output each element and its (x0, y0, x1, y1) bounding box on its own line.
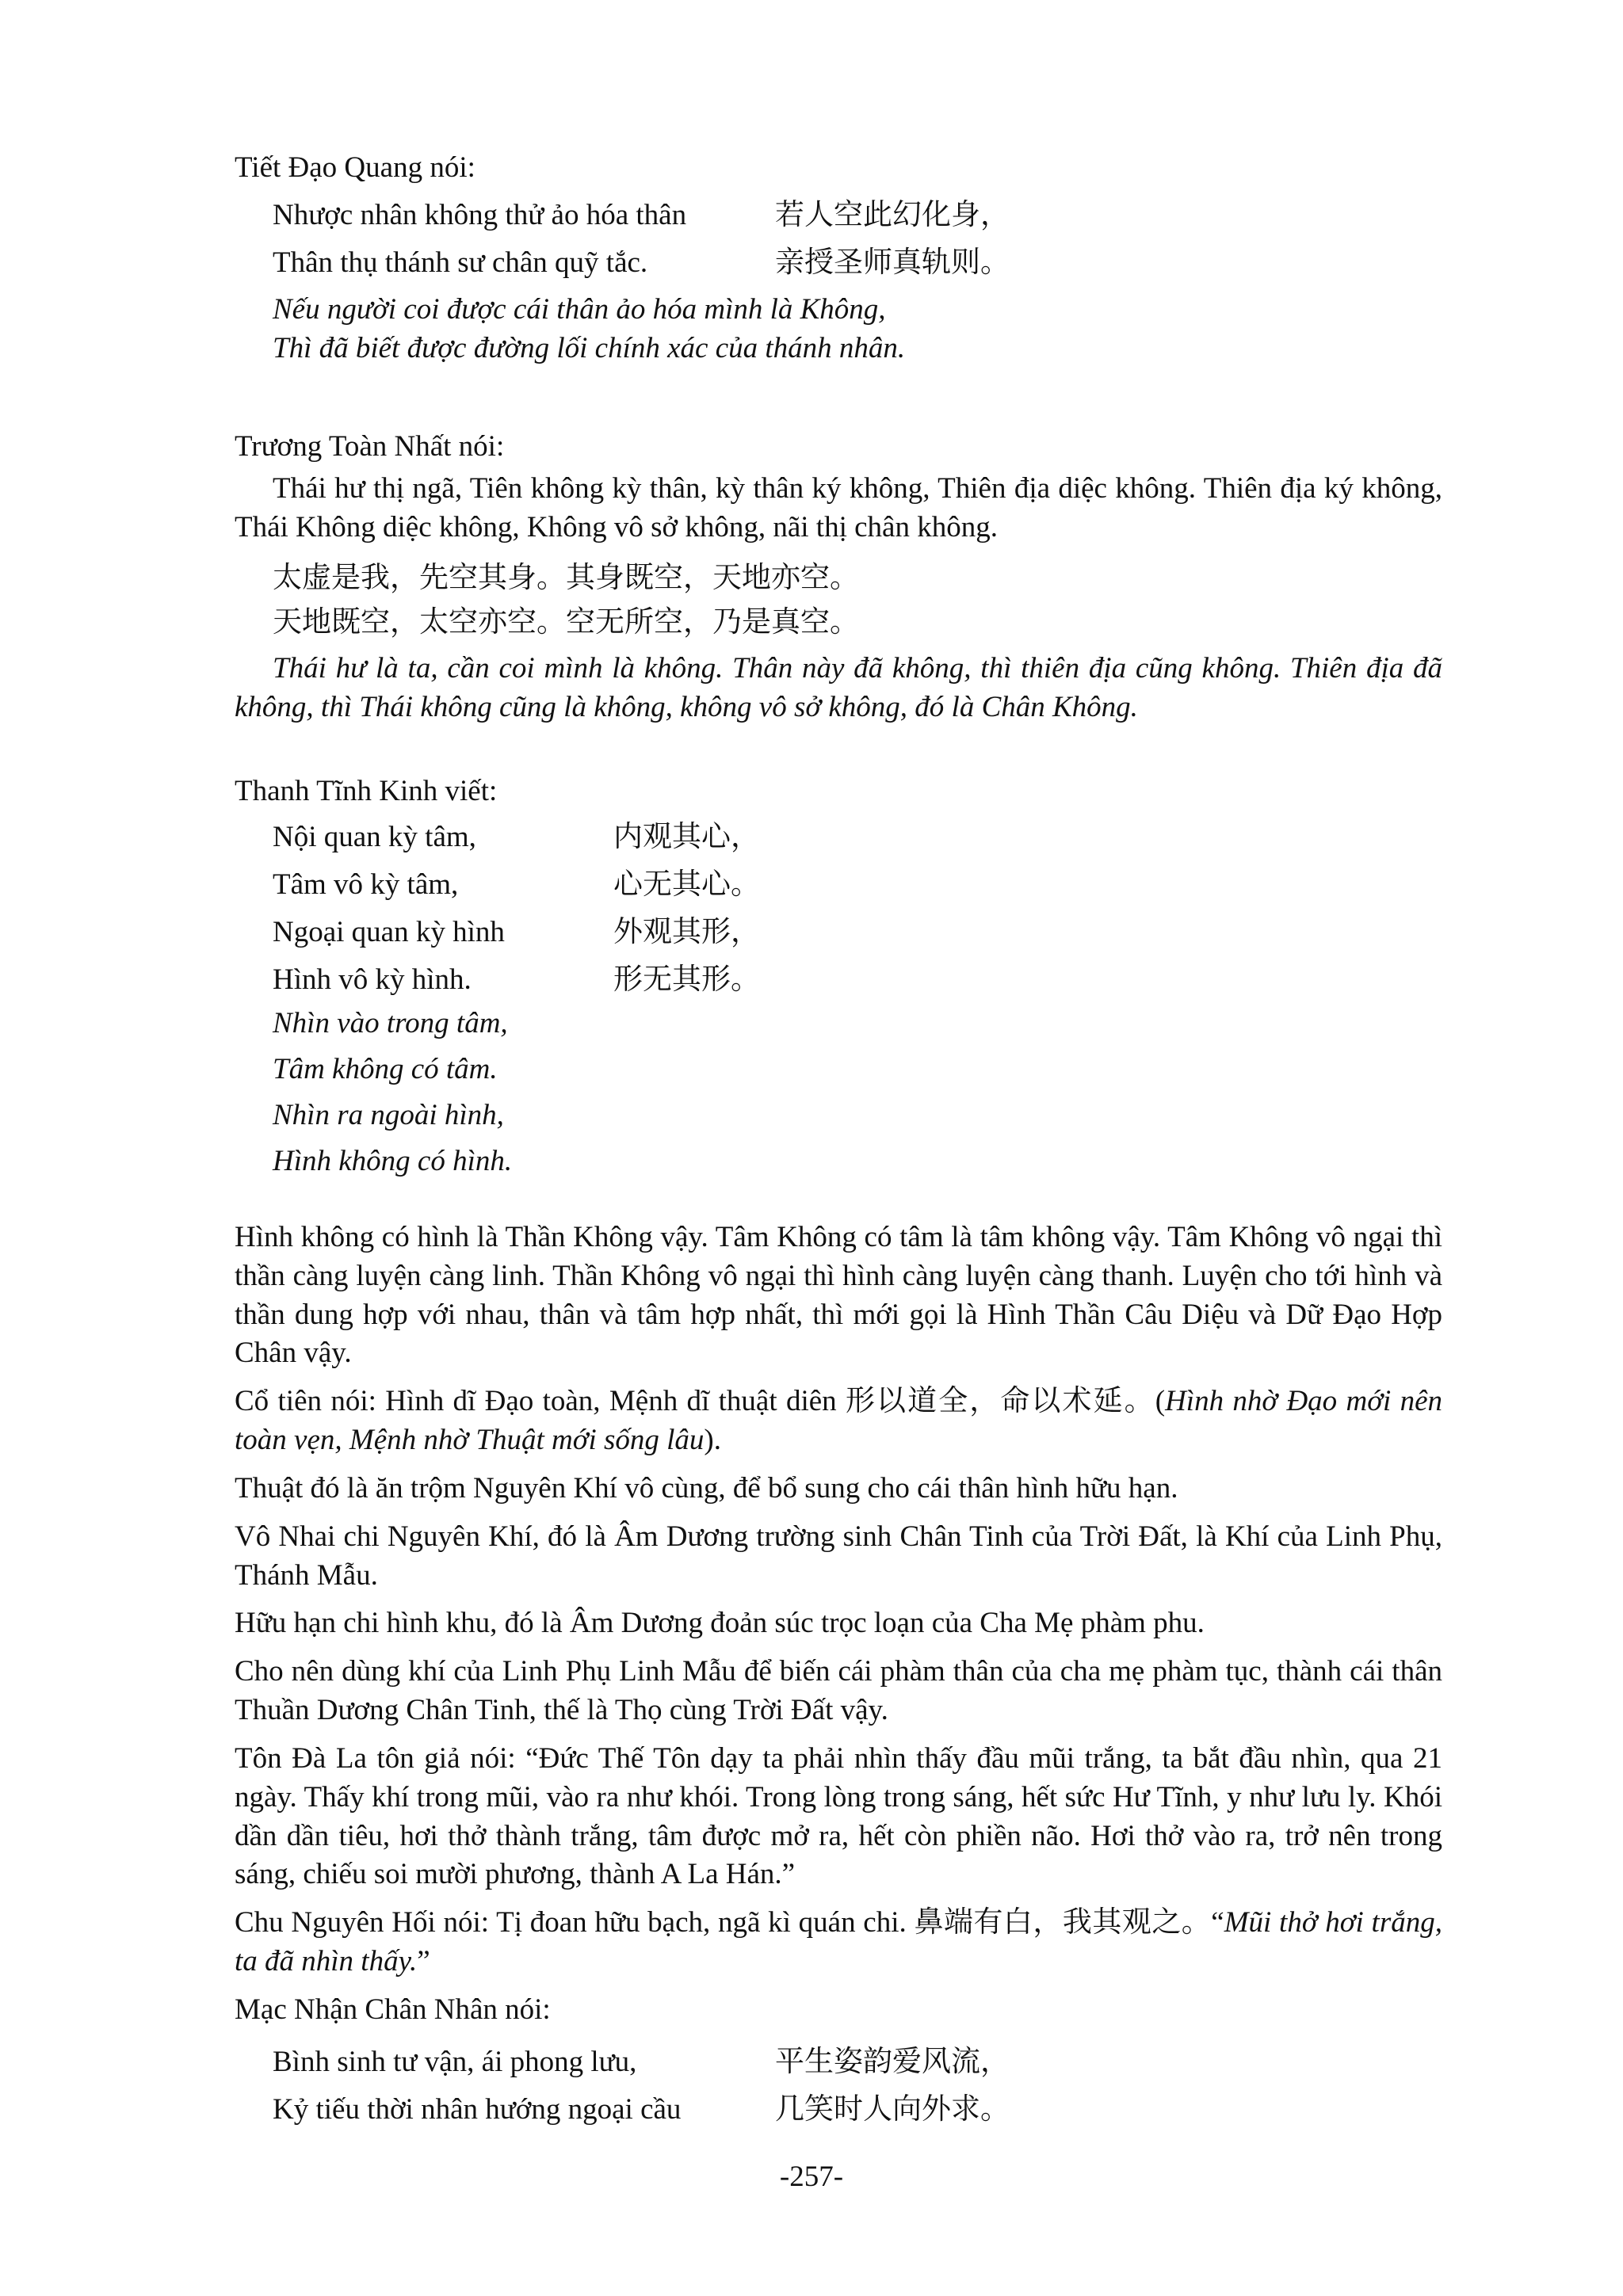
paragraph (235, 1383, 1442, 1460)
verse-han: 平生姿韵爱风流， (775, 2046, 1010, 2079)
section-thanh (235, 772, 1442, 1188)
paragraph: Vô Nhai chi Nguyên Khí, đó là Âm Dương trường sinh Chân Tinh của Trời Đất, là Khí của Linh Phụ, Thánh Mẫu. (235, 1520, 1442, 1592)
verse-viet: Tâm vô kỳ tâm, (273, 868, 459, 902)
verse-line (235, 2039, 1442, 2087)
paragraph: Tôn Đà La tôn giả nói: “Đức Thế Tôn dạy ta phải nhìn thấy đầu mũi trắng, ta bắt đầu nhìn, qua 21 ngày. Thấy khí trong mũi, vào ra như khói. Trong lòng trong sáng, hết sức Hư Tĩnh, y như lưu ly. Khói dần dần tiêu, hơi thở thành trắng, tâm được mở ra, hết còn phiền não. Hơi thở vào ra, trở nên trong sáng, chiếu soi mười phương, thành A La Hán.” (235, 1741, 1442, 1891)
verse-line (235, 193, 1442, 240)
paragraph: Hữu hạn chi hình khu, đó là Âm Dương đoản súc trọc loạn của Cha Mẹ phàm phu. (235, 1607, 1205, 1640)
verse-viet: Bình sinh tư vận, ái phong lưu, (273, 2046, 637, 2079)
verse-han: 内观其心， (613, 821, 760, 854)
body-text (235, 1219, 1442, 2134)
verse-viet: Nhược nhân không thử ảo hóa thân (273, 199, 687, 232)
verse-line (235, 240, 1442, 288)
han-line: 天地既空，太空亦空。空无所空，乃是真空。 (273, 606, 859, 639)
section-tiet (235, 149, 1442, 368)
translation-line: Thì đã biết được đường lối chính xác của thánh nhân. (273, 331, 906, 364)
paragraph: Thuật đó là ăn trộm Nguyên Khí vô cùng, để bổ sung cho cái thân hình hữu hạn. (235, 1471, 1178, 1505)
paragraph: Cho nên dùng khí của Linh Phụ Linh Mẫu để biến cái phàm thân của cha mẹ phàm tục, thành cái thân Thuần Dương Chân Tinh, thế là Thọ cùng Trời Đất vậy. (235, 1655, 1442, 1727)
verse-han: 心无其心。 (613, 868, 760, 902)
verse-han: 外观其形， (613, 916, 760, 949)
translation-line: Tâm không có tâm. (273, 1052, 498, 1085)
translation-line: Nhìn vào trong tâm, (273, 1006, 508, 1039)
paragraph-end: ” (417, 1945, 430, 1978)
verse-line (235, 814, 1442, 862)
verse-viet: Nội quan kỳ tâm, (273, 821, 476, 854)
verse-viet: Hình vô kỳ hình. (273, 963, 472, 997)
speaker-tiet: Tiết Đạo Quang nói: (235, 151, 475, 184)
paragraph-end: ). (704, 1424, 721, 1457)
translation-line: Nếu người coi được cái thân ảo hóa mình là Không, (273, 292, 886, 326)
paragraph-italic: Hình nhờ Đạo mới nên toàn vẹn, Mệnh nhờ Thuật mới sống lâu (235, 1385, 1443, 1457)
verse-han: 若人空此幻化身， (775, 199, 1010, 232)
verse-viet: Ngoại quan kỳ hình (273, 916, 505, 949)
verse-han: 几笑时人向外求。 (775, 2093, 1010, 2126)
page-number: -257- (779, 2161, 844, 2193)
verse-line (235, 957, 1442, 1005)
speaker-truong: Trương Toàn Nhất nói: (235, 430, 505, 463)
paragraph (235, 1904, 1442, 1981)
han-line: 太虚是我，先空其身。其身既空，天地亦空。 (273, 562, 859, 595)
verse-han: 亲授圣师真轨则。 (775, 246, 1010, 280)
translation-line: Nhìn ra ngoài hình, (273, 1098, 504, 1131)
paragraph-italic: Mũi thở hơi trắng, ta đã nhìn thấy. (235, 1906, 1442, 1978)
section-truong (235, 428, 1442, 737)
translation-line: Hình không có hình. (273, 1144, 513, 1177)
paragraph-text: Chu Nguyên Hối nói: Tị đoan hữu bạch, ngã kì quán chi. 鼻端有白，我其观之。“ (235, 1906, 1224, 1939)
verse-viet: Thân thụ thánh sư chân quỹ tắc. (273, 246, 648, 280)
paragraph-text: Cổ tiên nói: Hình dĩ Đạo toàn, Mệnh dĩ thuật diên 形以道全，命以术延。( (235, 1385, 1166, 1418)
speaker-mac: Mạc Nhận Chân Nhân nói: (235, 1993, 551, 2026)
verse-line (235, 910, 1442, 957)
verse-line (235, 2087, 1442, 2134)
verse-han: 形无其形。 (613, 963, 760, 997)
paragraph: Hình không có hình là Thần Không vậy. Tâm Không có tâm là tâm không vậy. Tâm Không vô ngại thì thần càng luyện càng linh. Thần Không vô ngại thì hình càng luyện càng thanh. Luyện cho tới hình và thần dung hợp với nhau, thân và tâm hợp nhất, thì mới gọi là Hình Thần Câu Diệu và Dữ Đạo Hợp Chân vậy. (235, 1221, 1442, 1370)
speaker-thanh: Thanh Tĩnh Kinh viết: (235, 775, 498, 807)
verse-line (235, 862, 1442, 910)
truong-translation: Thái hư là ta, cần coi mình là không. Thân này đã không, thì thiên địa cũng không. Thiên địa đã không, thì Thái không cũng là không, không vô sở không, đó là Chân Không. (235, 652, 1442, 724)
truong-text: Thái hư thị ngã, Tiên không kỳ thân, kỳ thân ký không, Thiên địa diệc không. Thiên địa ký không, Thái Không diệc không, Không vô sở không, nãi thị chân không. (235, 471, 1442, 543)
verse-viet: Kỷ tiếu thời nhân hướng ngoại cầu (273, 2093, 682, 2126)
